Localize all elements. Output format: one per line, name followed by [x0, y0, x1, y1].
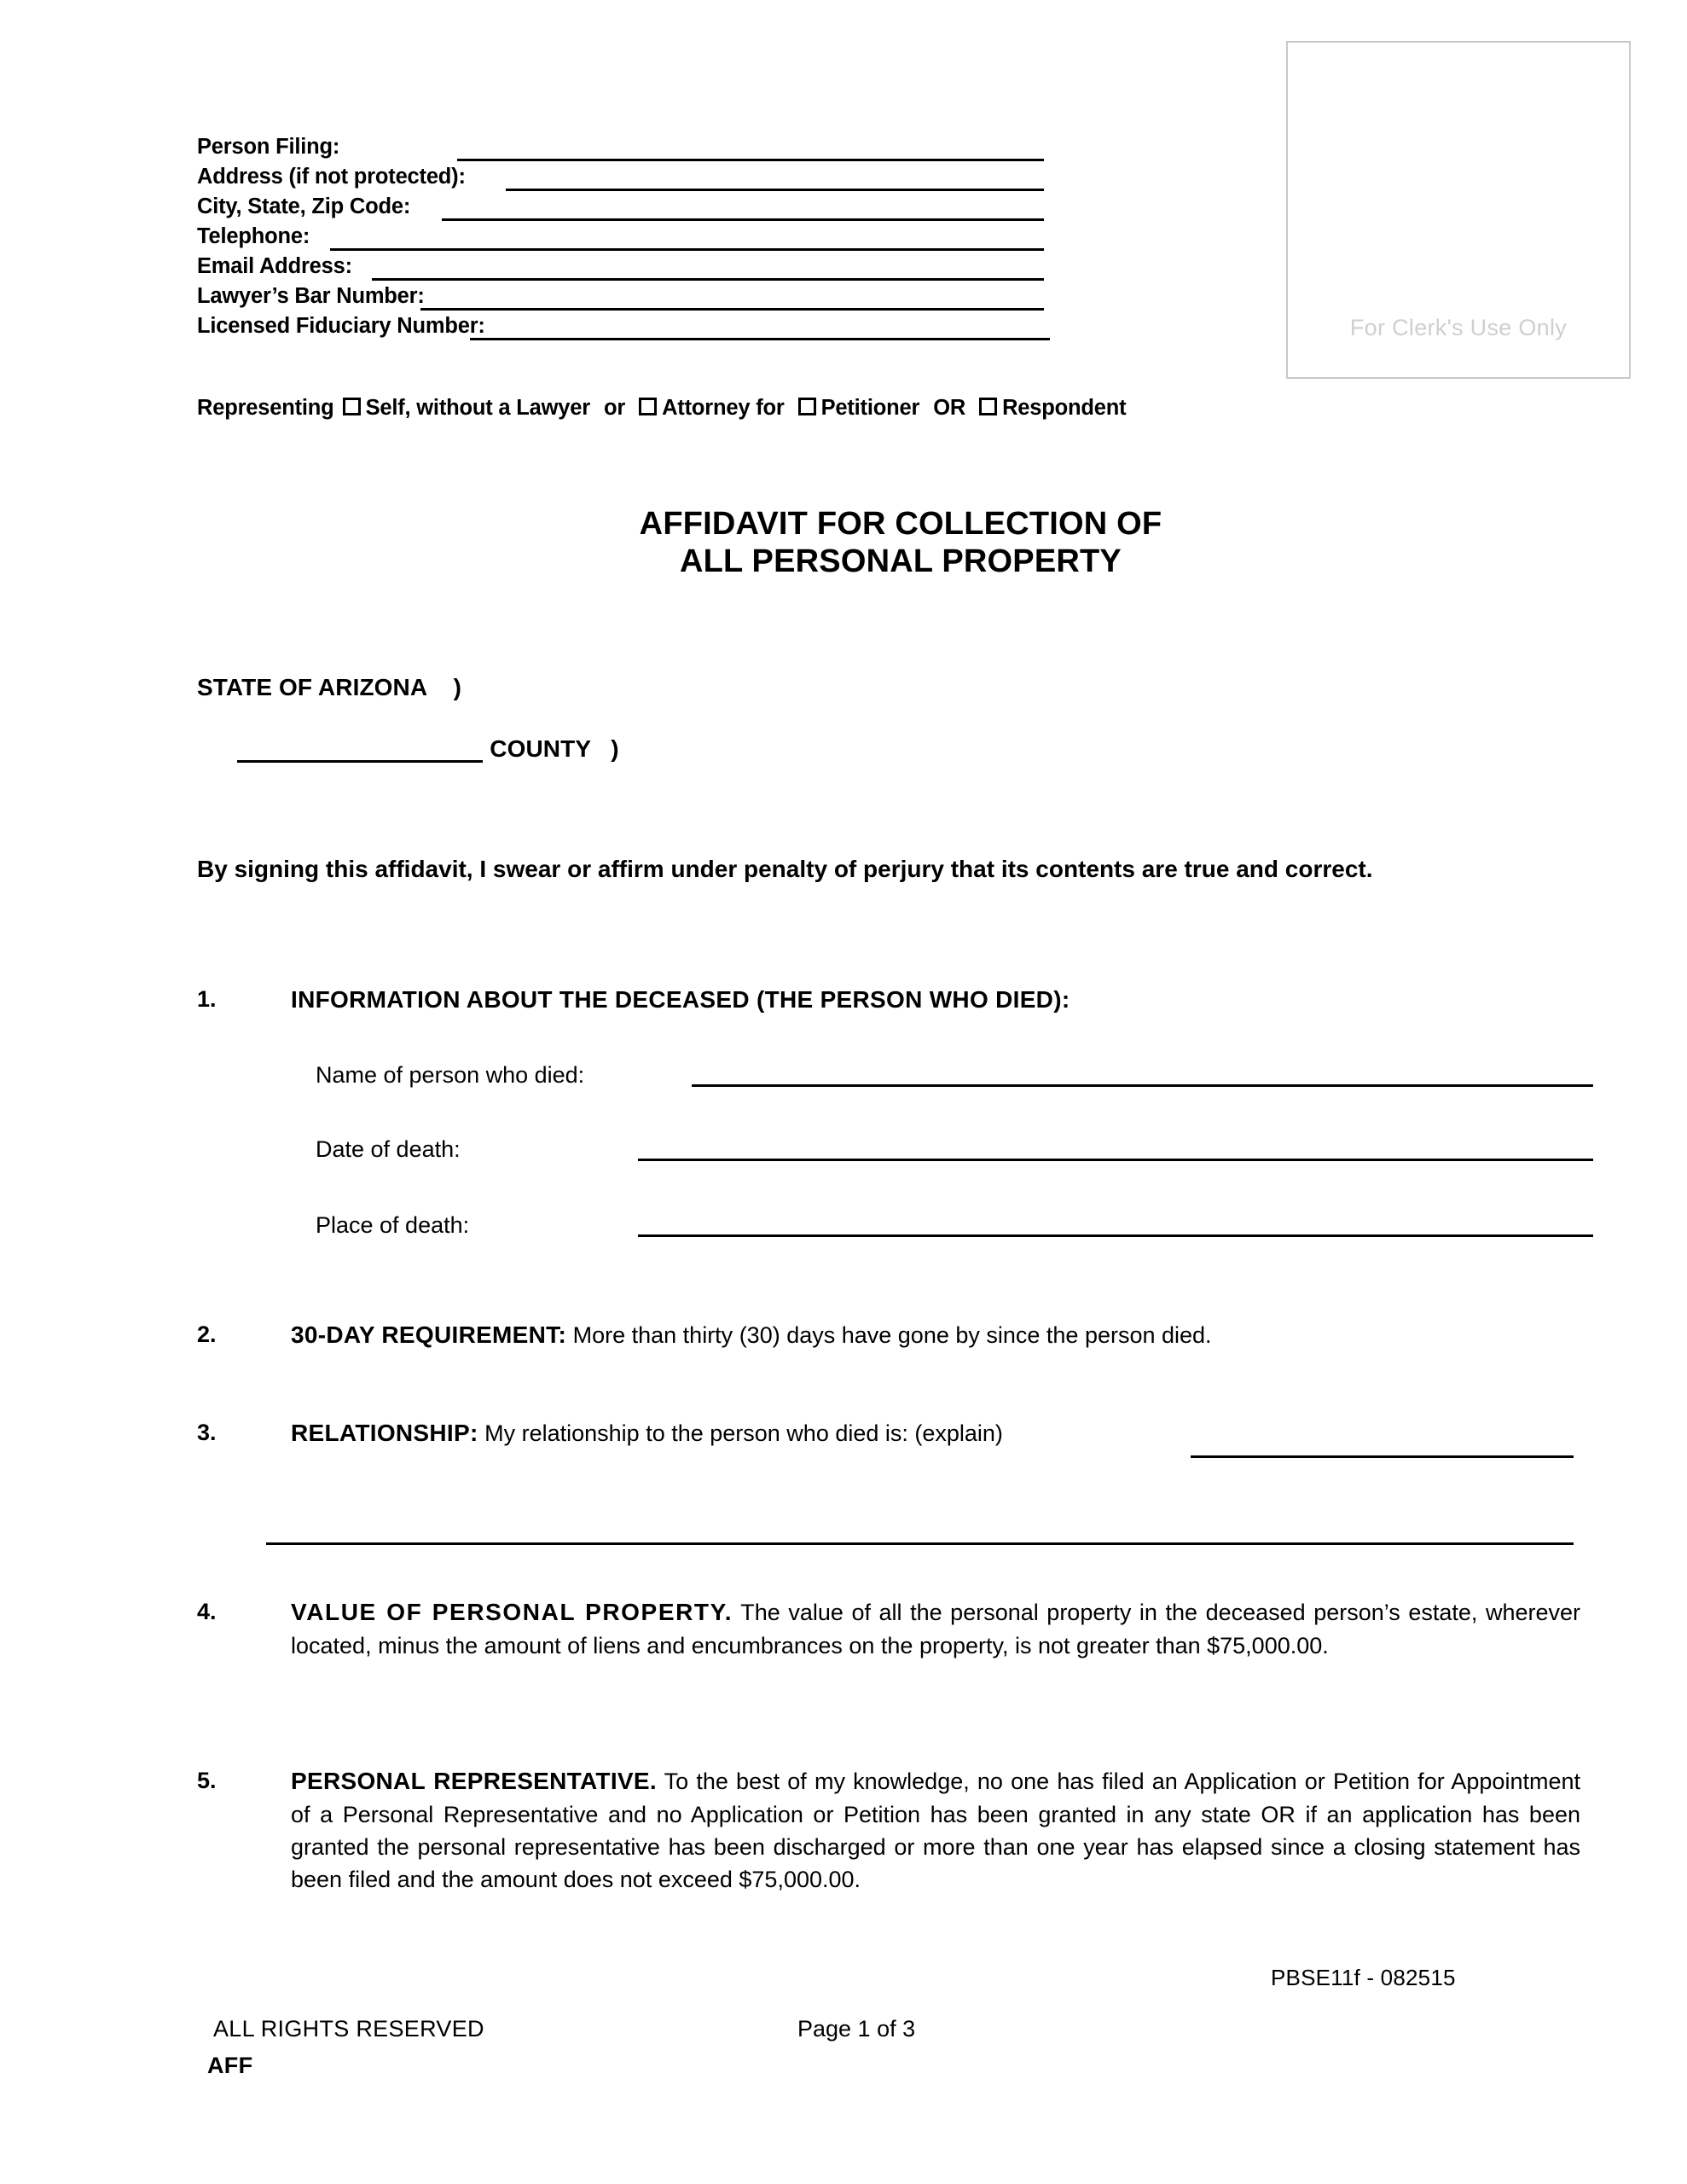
caption-field-bar-number [197, 284, 1058, 314]
caption-label-email: Email Address: [197, 254, 352, 278]
footer-rights-reserved: ALL RIGHTS RESERVED [213, 2016, 484, 2042]
venue-block [197, 674, 619, 790]
section-4-heading: VALUE OF PERSONAL PROPERTY. [291, 1599, 733, 1625]
field-rule-place-of-death[interactable] [638, 1234, 1593, 1237]
field-name-of-deceased [316, 1062, 1382, 1089]
caption-field-email [197, 254, 1058, 284]
section-3-body: My relationship to the person who died is: (explain) [478, 1420, 1003, 1446]
section-5 [197, 1764, 1580, 1896]
representing-option-attorney: Attorney for [662, 395, 785, 420]
section-3-explain-rule-2[interactable] [266, 1542, 1574, 1545]
caption-rule-telephone[interactable] [330, 248, 1044, 251]
section-1-number: 1. [197, 986, 217, 1012]
caption-rule-bar-number[interactable] [420, 308, 1044, 311]
section-3-number: 3. [197, 1420, 217, 1445]
footer-form-code: PBSE11f - 082515 [1271, 1965, 1456, 1990]
field-label-date-of-death: Date of death: [316, 1136, 461, 1162]
caption-label-address: Address (if not protected): [197, 165, 466, 189]
section-5-number: 5. [197, 1768, 217, 1793]
venue-state: STATE OF ARIZONA ) [197, 674, 462, 700]
representing-option-petitioner: Petitioner [820, 395, 920, 420]
section-5-heading: PERSONAL REPRESENTATIVE. [291, 1768, 657, 1794]
caption-rule-email[interactable] [372, 278, 1044, 281]
caption-field-telephone [197, 224, 1058, 254]
section-2 [197, 1318, 1580, 1352]
caption-field-person-filing [197, 135, 1058, 165]
page-title [197, 508, 1604, 579]
section-2-heading: 30-DAY REQUIREMENT: [291, 1321, 567, 1348]
caption-field-city-state-zip [197, 195, 1058, 224]
field-rule-date-of-death[interactable] [638, 1159, 1593, 1161]
caption-rule-address[interactable] [506, 189, 1044, 191]
representing-label: Representing [197, 395, 334, 420]
venue-county-row [197, 708, 619, 790]
section-1-heading: INFORMATION ABOUT THE DECEASED (THE PERSON WHO DIED): [291, 986, 1070, 1013]
section-1 [197, 983, 1580, 1017]
representing-row [197, 395, 1126, 421]
caption-field-address [197, 165, 1058, 195]
section-4-body: The value of all the personal property in the deceased person’s estate, wherever located, minus the amount of liens and encumbrances on the property, is not greater than $75,000.00. [291, 1600, 1580, 1658]
section-3 [197, 1416, 1580, 1450]
checkbox-self-without-lawyer[interactable] [343, 398, 361, 415]
caption-rule-fiduciary-number[interactable] [470, 338, 1050, 340]
page-title-line1: AFFIDAVIT FOR COLLECTION OF [639, 506, 1162, 542]
page-title-line2: ALL PERSONAL PROPERTY [680, 543, 1122, 579]
caption-rule-city-state-zip[interactable] [442, 218, 1044, 221]
section-5-body: To the best of my knowledge, no one has filed an Application or Petition for Appointment of a Personal Representative and no Application or Petition has been granted in any state OR if an application has been granted the personal representative has been discharged or more than one year has elapsed since a closing statement has been filed and the amount does not exceed $75,000.00. [291, 1769, 1580, 1893]
footer-page-number: Page 1 of 3 [797, 2016, 916, 2042]
venue-county-input[interactable] [237, 737, 483, 763]
clerk-use-label: For Clerk's Use Only [1349, 315, 1568, 340]
section-2-number: 2. [197, 1321, 217, 1347]
field-rule-name-of-deceased[interactable] [692, 1084, 1593, 1087]
checkbox-respondent[interactable] [979, 398, 997, 415]
field-label-name-of-deceased: Name of person who died: [316, 1062, 585, 1088]
field-label-place-of-death: Place of death: [316, 1212, 470, 1238]
oath-paragraph: By signing this affidavit, I swear or affirm under penalty of perjury that its contents are true and correct. [197, 856, 1373, 882]
field-date-of-death [316, 1136, 1382, 1163]
representing-option-self: Self, without a Lawyer [365, 395, 590, 420]
field-place-of-death [316, 1212, 1382, 1239]
caption-block [197, 135, 1058, 344]
venue-county-label: COUNTY ) [490, 735, 619, 762]
representing-conjunction-or: or [603, 395, 626, 420]
section-4-number: 4. [197, 1599, 217, 1624]
caption-label-person-filing: Person Filing: [197, 135, 340, 159]
section-3-explain-rule-1[interactable] [1191, 1455, 1574, 1458]
caption-label-bar-number: Lawyer’s Bar Number: [197, 284, 425, 308]
representing-conjunction-or-upper: OR [933, 395, 966, 420]
caption-label-fiduciary-number: Licensed Fiduciary Number: [197, 314, 485, 338]
caption-label-city-state-zip: City, State, Zip Code: [197, 195, 411, 218]
section-4 [197, 1595, 1580, 1662]
caption-field-fiduciary-number [197, 314, 1058, 344]
caption-rule-person-filing[interactable] [457, 159, 1044, 161]
representing-option-respondent: Respondent [1002, 395, 1127, 420]
checkbox-petitioner[interactable] [798, 398, 816, 415]
footer-form-abbreviation: AFF [207, 2053, 253, 2078]
caption-label-telephone: Telephone: [197, 224, 310, 248]
checkbox-attorney-for[interactable] [639, 398, 657, 415]
section-2-body: More than thirty (30) days have gone by since the person died. [566, 1322, 1212, 1348]
clerk-use-box [1286, 41, 1631, 379]
section-3-heading: RELATIONSHIP: [291, 1420, 478, 1446]
